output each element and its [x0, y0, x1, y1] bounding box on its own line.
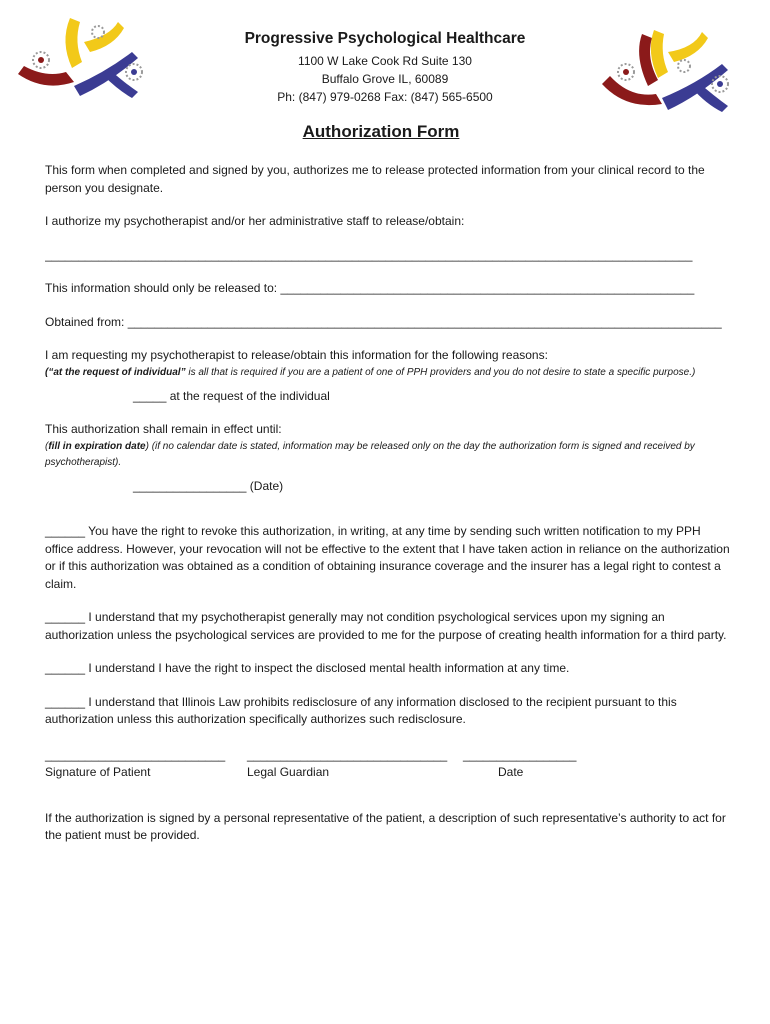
form-body: [45, 162, 730, 861]
phone-fax: Ph: (847) 979-0268 Fax: (847) 565-6500: [277, 90, 493, 104]
effect-until-heading: This authorization shall remain in effect until:: [45, 422, 282, 436]
form-title: Authorization Form: [302, 122, 460, 141]
inspect-clause[interactable]: ______ I understand I have the right to inspect the disclosed mental health information at any time.: [45, 661, 570, 675]
expiration-note-rest: ) (if no calendar date is stated, information may be released only on the day the authorization form is signed and received by psychotherapist).: [45, 440, 695, 468]
signature-date-label: Date: [498, 765, 524, 779]
intro-text: This form when completed and signed by you, authorizes me to release protected information from your clinical record to the person you designate.: [45, 163, 705, 195]
expiration-date-field[interactable]: _________________ (Date): [133, 478, 284, 493]
guardian-signature[interactable]: [247, 747, 463, 782]
patient-signature-line[interactable]: ___________________________: [45, 747, 226, 762]
expiration-note: [45, 439, 730, 471]
authorize-statement: I authorize my psychotherapist and/or her administrative staff to release/obtain:: [45, 214, 465, 228]
organization-name: Progressive Psychological Healthcare: [244, 30, 526, 47]
signature-block: [45, 747, 730, 782]
reasons-note: [45, 365, 730, 381]
request-individual-field[interactable]: _____ at the request of the individual: [133, 388, 330, 403]
reasons-heading: I am requesting my psychotherapist to release/obtain this information for the following reasons:: [45, 348, 548, 362]
reasons-note-rest: is all that is required if you are a patient of one of PPH providers and you do not desire to state a specific purpose.): [185, 366, 696, 378]
address-line-1: 1100 W Lake Cook Rd Suite 130: [298, 54, 472, 68]
representative-note: If the authorization is signed by a personal representative of the patient, a description of such representative’s authority to act for the patient must be provided.: [45, 810, 726, 842]
reasons-note-bold: (“at the request of individual”: [45, 366, 186, 378]
expiration-note-prefix: (: [45, 440, 49, 452]
guardian-signature-label: Legal Guardian: [247, 765, 330, 779]
signature-date[interactable]: [463, 747, 603, 782]
expiration-note-bold: fill in expiration date: [48, 440, 146, 452]
patient-signature-label: Signature of Patient: [45, 765, 151, 779]
guardian-signature-line[interactable]: ______________________________: [247, 747, 448, 762]
address-line-2: Buffalo Grove IL, 60089: [321, 72, 449, 86]
released-to-field[interactable]: This information should only be released to: ______________________________________________________________: [45, 281, 695, 295]
obtained-from-field[interactable]: Obtained from: _________________________________________________________________________________________: [45, 314, 722, 329]
condition-clause[interactable]: ______ I understand that my psychotherapist generally may not condition psychological services upon my signing an authorization unless the psychological services are provided to me for the purpose of creating health information for a third party.: [45, 610, 727, 642]
revoke-clause[interactable]: ______ You have the right to revoke this authorization, in writing, at any time by sending such written notification to my PPH office address. However, your revocation will not be effective to the extent that I have taken action in reliance on the authorization or if this authorization was obtained as a condition of obtaining insurance coverage and the insurer has a legal right to contest a claim.: [45, 524, 730, 591]
illinois-clause[interactable]: ______ I understand that Illinois Law prohibits redisclosure of any information disclosed to the recipient pursuant to this authorization unless this authorization specifically authorizes such redisclosure.: [45, 694, 677, 726]
patient-signature[interactable]: [45, 747, 247, 782]
signature-date-line[interactable]: _________________: [463, 747, 577, 762]
release-obtain-field[interactable]: _________________________________________________________________________________________________: [45, 247, 693, 262]
organization-logo-right: [598, 26, 740, 118]
